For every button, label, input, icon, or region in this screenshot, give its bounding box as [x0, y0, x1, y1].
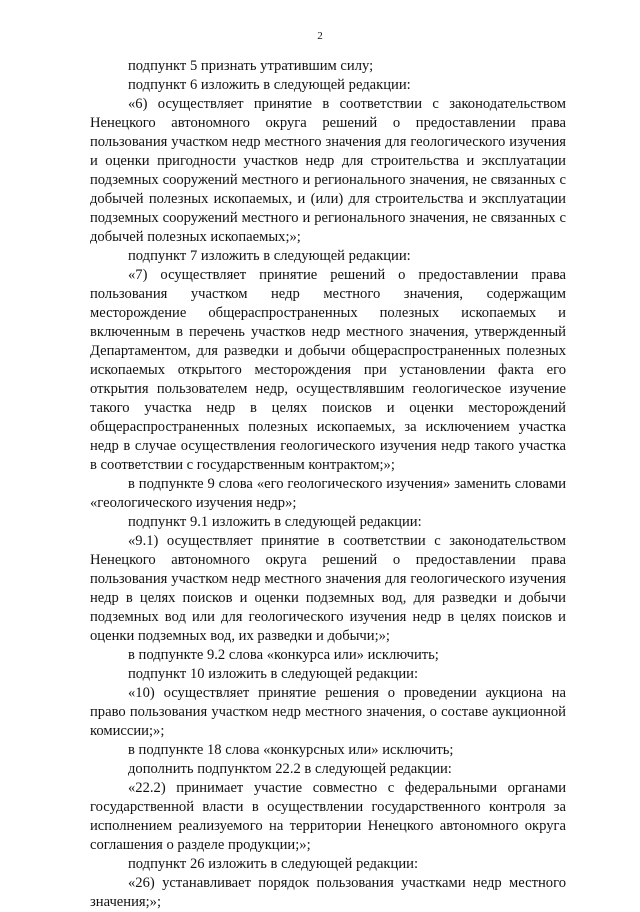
- paragraph-5: «7) осуществляет принятие решений о предоставлении права пользования участком недр местного значения, содержащим месторождение общераспространенных полезных ископаемых и включенным в перечень участков недр местного значения, утвержденный Департаментом, для разведки и добычи общераспространенных полезных ископаемых открытого месторождения при установлении факта его открытия пользователем недр, осуществлявшим геологическое изучение такого участка недр в целях поисков и оценки месторождений общераспространенных полезных ископаемых, за исключением участка недр в случае осуществления геологического изучения недр такого участка в соответствии с государственным контрактом;»;: [90, 267, 566, 473]
- paragraph-16: «26) устанавливает порядок пользования участками недр местного значения;»;: [90, 875, 566, 910]
- paragraph-13: дополнить подпунктом 22.2 в следующей редакции:: [128, 761, 452, 777]
- paragraph-3: «6) осуществляет принятие в соответствии с законодательством Ненецкого автономного округа решений о предоставлении права пользования участком недр местного значения для геологического изучения и оценки пригодности участков недр для строительства и эксплуатации подземных сооружений местного и регионального значения, не связанных с добычей полезных ископаемых, и (или) для строительства и эксплуатации подземных сооружений местного и регионального значения, не связанных с добычей полезных ископаемых;»;: [90, 96, 566, 245]
- paragraph-7: подпункт 9.1 изложить в следующей редакции:: [128, 514, 422, 530]
- paragraph-6: в подпункте 9 слова «его геологического изучения» заменить словами «геологического изучения недр»;: [90, 476, 566, 511]
- paragraph-15: подпункт 26 изложить в следующей редакции:: [128, 856, 419, 872]
- paragraph-12: в подпункте 18 слова «конкурсных или» исключить;: [128, 742, 454, 758]
- paragraph-10: подпункт 10 изложить в следующей редакции:: [128, 666, 419, 682]
- document-body: [90, 57, 566, 912]
- paragraph-9: в подпункте 9.2 слова «конкурса или» исключить;: [128, 647, 439, 663]
- paragraph-8: «9.1) осуществляет принятие в соответствии с законодательством Ненецкого автономного округа решений о предоставлении права пользования участком недр местного значения для геологического изучения недр в целях поисков и оценки подземных вод, для разведки и добычи подземных вод или для геологического изучения недр в целях поисков и оценки подземных вод, их разведки и добычи;»;: [90, 533, 566, 644]
- paragraph-1: подпункт 5 признать утратившим силу;: [128, 58, 374, 74]
- paragraph-2: подпункт 6 изложить в следующей редакции:: [128, 77, 411, 93]
- page-number: 2: [317, 30, 323, 42]
- paragraph-14: «22.2) принимает участие совместно с федеральными органами государственной власти в осуществлении государственного контроля за исполнением реализуемого на территории Ненецкого автономного округа соглашения о разделе продукции;»;: [90, 780, 566, 853]
- paragraph-4: подпункт 7 изложить в следующей редакции:: [128, 248, 411, 264]
- paragraph-11: «10) осуществляет принятие решения о проведении аукциона на право пользования участком недр местного значения, о составе аукционной комиссии;»;: [90, 685, 566, 739]
